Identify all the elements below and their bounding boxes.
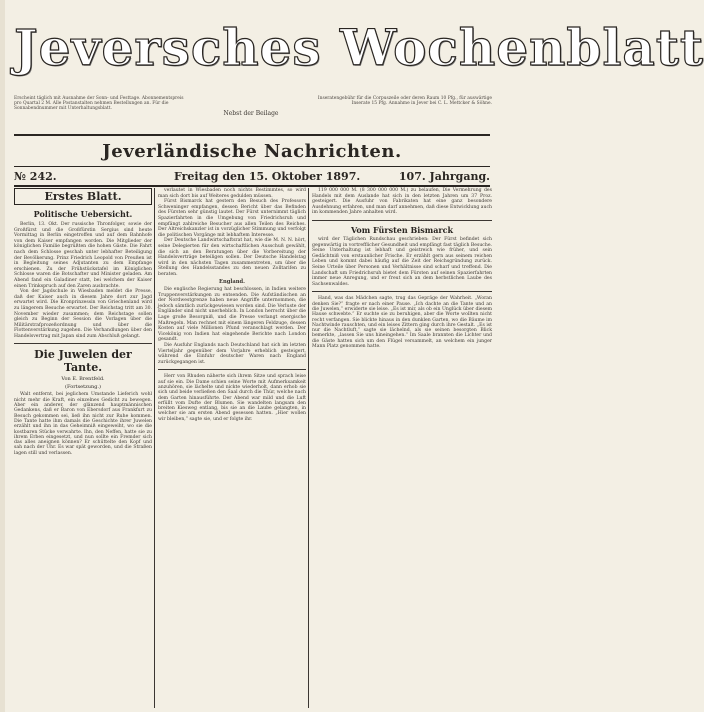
section-separator: [158, 369, 306, 370]
article-text: 119 000 000 M. (8 300 000 000 M.) zu belaufen, Die Vermehrung des Handels mit dem Auslande hat sich in den letzten Jahren um 37 Proz. gesteigert. Die Ausfuhr von Fabrikaten hat eine ganz besondere Ausdehnung erfahren, und man darf annehmen, daß diese Entwicklung auch im kommenden Jahre anhalten wird.: [312, 188, 492, 216]
bismarck-heading: Vom Fürsten Bismarck: [350, 224, 454, 235]
novel-title: Die Juwelen der Tante.: [34, 348, 132, 375]
subtitle: Jeverländische Nachrichten.: [102, 141, 402, 162]
column-right: [312, 188, 492, 708]
dateline: [14, 170, 490, 186]
date-rule-top: [14, 166, 490, 167]
article-text: verlautet in Wiesbaden noch nichts Bestimmtes, so wird man sich dort bis auf Weiteres gedulden müssen.: [158, 188, 306, 199]
column-divider: [154, 188, 155, 708]
england-text: Die englische Regierung hat beschlossen, in Indien weitere Truppenverstärkungen zu entsenden. Die Aufständischen an der Nordwestgrenze haben neue Angriffe unternommen, die jedoch sämtlich zurückgewiesen worden sind. Die Verluste der Engländer sind nicht unerheblich. In London herrscht über die Lage große Besorgniß, und die Presse verlangt energische Maßregeln. Man rechnet mit einem längeren Feldzuge, dessen Kosten auf viele Millionen Pfund veranschlagt werden. Der Vicekönig von Indien hat eingehende Berichte nach London gesandt.: [158, 287, 306, 343]
section-separator: [312, 291, 492, 292]
issue-date: Freitag den 15. Oktober 1897.: [174, 170, 361, 183]
bismarck-text: wird der Täglichen Rundschau geschrieben: Der Fürst befindet sich gegenwärtig in vortrefflicher Gesundheit und empfängt fast täglich Besuche. Seine Unterhaltung ist lebhaft und geistreich wie früher, und sein Gedächtniß von erstaunlicher Frische. Er erzählt gern aus seinem reichen Leben und kommt dabei häufig auf die Zeit der Reichsgründung zurück. Seine Urteile über Personen und Verhältnisse sind scharf und treffend. Die Landschaft um Friedrichsruh bietet dem Fürsten auf seinen Spazierfahrten immer neue Anregung, und er freut sich an dem herbstlichen Laube des Sachsenwaldes.: [312, 236, 492, 287]
novel-text-continued: Herr von Rhuden näherte sich ihrem Sitze und sprach leise auf sie ein. Die Dame schien seine Worte mit Aufmerksamkeit anzuhören, sie lächelte und nickte wiederholt, dann erhob sie sich und beide verließen den Saal durch die Thür, welche nach dem Garten hinausführte. Der Abend war mild und die Luft erfüllt vom Dufte der Blumen. Sie wandelten langsam den breiten Kiesweg entlang, bis sie an die Laube gelangten, in welcher sie am ersten Abend gesessen hatten. „Hier wollen wir bleiben,“ sagte sie, und er folgte ihr.: [158, 374, 306, 422]
section-heading: Erstes Blatt.: [14, 188, 152, 205]
article-text: Der Deutsche Landwirtschaftsrat hat, wie die M. N. N. hört, seine Delegierten für den wirtschaftlichen Ausschuß gewählt, die sich an den Beratungen über die Vorbereitung der Handelsverträge beteiligen sollen. Der Deutsche Handelstag wird in den nächsten Tagen zusammentreten, um über die Stellung des Handelsstandes zu den neuen Zolltarifen zu beraten.: [158, 238, 306, 277]
novel-author: Von E. Brentfeld.: [61, 376, 105, 383]
masthead-title: Jeversches Wochenblatt: [14, 18, 704, 77]
politics-text: Berlin, 13. Okt. Der russische Thronfolger, sowie der Großfürst und die Großfürstin Sergius sind heute Vormittag in Berlin eingetroffen und auf dem Bahnhofe von dem Kaiser empfangen worden. Die Mitglieder der königlichen Familie begrüßten die hohen Gäste. Die Fahrt nach dem Schlosse geschah unter lebhafter Beteiligung der Bevölkerung. Prinz Friedrich Leopold von Preußen ist in Begleitung seines Adjutanten zu dem Empfange erschienen. Zu der Frühstückstafel im Königlichen Schlosse waren die Botschafter und Minister geladen. Am Abend fand ein Galadiner statt, bei welchem der Kaiser einen Trinkspruch auf den Zaren ausbrachte.: [14, 222, 152, 289]
trade-text: Die Ausfuhr Englands nach Deutschland hat sich im letzten Vierteljahr gegenüber dem Vorjahre erheblich gesteigert, während die Einfuhr deutscher Waren nach England zurückgegangen ist.: [158, 343, 306, 365]
date-rule-bottom: [14, 185, 490, 187]
england-heading: England.: [219, 278, 245, 285]
volume-year: 107. Jahrgang.: [398, 170, 490, 183]
subscription-notice: Erscheint täglich mit Ausnahme der Sonn- und Festtage. Abonnementspreis pro Quartal 2 M. Alle Postanstalten nehmen Bestellungen an. Für die Sonnabendnummer mit Unterhaltungsblatt.: [14, 96, 184, 112]
novel-continued: (Fortsetzung.): [65, 384, 101, 391]
novel-text: Walt entfernt, bei jeglichem Umstande Lieferich wohl nicht mehr die Kraft, ein einzelnes Gedicht zu bewegen. Aber ein anderer, der glänzend hauptmännischen Gedankens, daß er Baron von Ebersdorf aus Frankfurt zu Besuch gekommen sei, ließ ihn nicht zur Ruhe kommen. Die Tante hatte ihm damals die Geschichte ihrer Juwelen erzählt und ihn in das Geheimniß eingeweiht, wo sie die kostbaren Stücke verwahrte. Ihn, den Neffen, hatte sie zu ihrem Erben eingesetzt, und nun sollte ein Fremder sich das alles aneignen können? Er schüttelte den Kopf und sah nach der Uhr. Es war spät geworden, und die Straßen lagen still und verlassen.: [14, 392, 152, 456]
novel-text-right: Hand, was das Mädchen sagte, trug das Gepräge der Wahrheit. „Woran denken Sie?“ fragte er nach einer Pause. „Ich dachte an die Tante und an die Juwelen,“ erwiderte sie leise. „Es ist mir, als ob ein Unglück über diesem Hause schwebte.“ Er suchte sie zu beruhigen, aber die Worte wollten nicht recht verfangen. Sie blickte hinaus in den dunklen Garten, wo die Bäume im Nachtwinde rauschten, und ein leises Zittern ging durch ihre Gestalt. „Es ist nur die Nachtluft,“ sagte sie lächelnd, als sie seinen besorgten Blick bemerkte, „lassen Sie uns hineingehen.“ Im Saale brannten die Lichter und die Gäste hatten sich um den Flügel versammelt, an welchem ein junger Mann Platz genommen hatte.: [312, 296, 492, 349]
section-separator: [312, 220, 492, 221]
column-left: [14, 188, 152, 708]
supplement-label: Nebst der Beilage: [223, 110, 279, 117]
column-divider: [308, 188, 309, 708]
page-edge-shadow: [0, 0, 5, 712]
bismarck-brief: Fürst Bismarck hat gestern den Besuch des Professors Schweninger empfangen, dessen Bericht über das Befinden des Fürsten sehr günstig lautet. Der Fürst unternimmt täglich Spazierfahrten in die Umgebung von Friedrichsruh und empfängt zahlreiche Besucher aus allen Teilen des Reiches. Der Altreichskanzler ist in vorzüglicher Stimmung und verfolgt die politischen Vorgänge mit lebhaftem Interesse.: [158, 199, 306, 238]
politics-text-2: Von der Jagdschule in Wiesbaden meldet die Presse, daß der Kaiser auch in diesem Jahre dort zur Jagd erwartet wird. Die Kronprinzessin von Griechenland wird zu längerem Besuche erwartet. Der Reichstag tritt am 30. November wieder zusammen; dem Reichstage sollen gleich zu Beginn der Session die Vorlagen über die Militärstrafprozeßordnung und über die Flottenverstärkung zugehen. Die Verhandlungen über den Handelsvertrag mit Japan sind zum Abschluß gelangt.: [14, 289, 152, 339]
advertising-notice: Inseratengebühr für die Corpuszeile oder deren Raum 10 Pfg., für auswärtige Inserate 15 Pfg. Annahme in Jever bei C. L. Mettcker & Söhne.: [317, 96, 492, 107]
section-separator: [14, 343, 152, 344]
issue-number: № 242.: [14, 170, 57, 183]
top-rule: [14, 134, 490, 136]
column-middle: [158, 188, 306, 708]
politics-heading: Politische Uebersicht.: [33, 209, 133, 219]
